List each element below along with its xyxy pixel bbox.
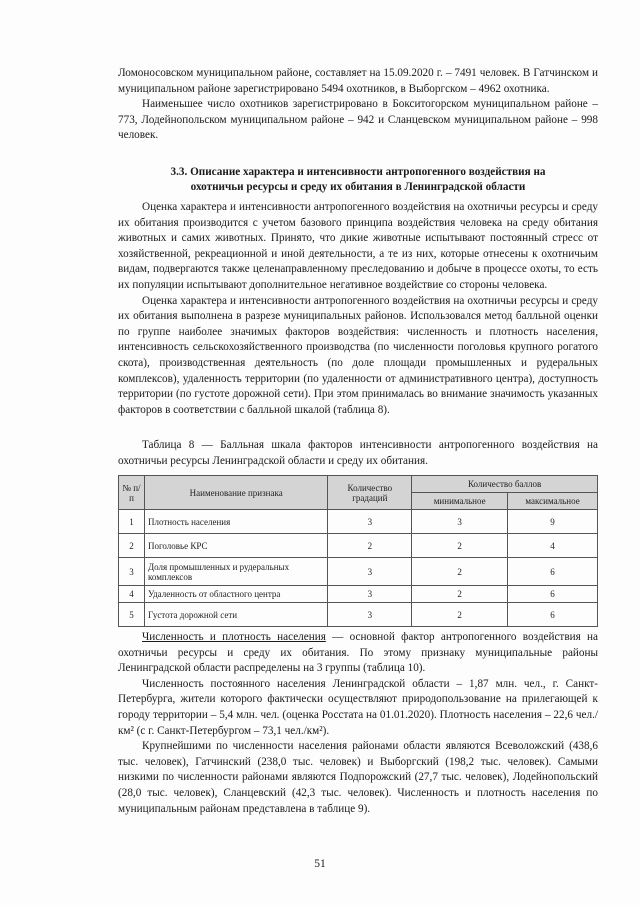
paragraph-largest-districts: Крупнейшими по численности населения районами области являются Всеволожский (438,6 тыс. человек), Гатчинский (238,0 тыс. человек) и Выборгский (198,2 тыс. человек). Самыми низкими по численности районами являются Подпорожский (27,7 тыс. человек), Лодейнопольский (28,0 тыс. человек), Сланцевский (42,3 тыс. человек). Численность и плотность населения по муниципальным районам представлена в таблице 9). xyxy=(118,740,598,815)
row-grades: 2 xyxy=(328,534,412,558)
population-factor-term: Численность и плотность населения xyxy=(142,631,326,643)
paragraph-assessment-principle: Оценка характера и интенсивности антропогенного воздействия на охотничьи ресурсы и среду их обитания производится с учетом базового принципа воздействия человека на среду обитания животных и самих животных. Принято, что дикие животные испытывают постоянный стресс от хозяйственной, рекреационной и иной деятельности, а те из них, которые отнесены к охотничьим видам, подвергаются также целенаправленному преследованию и добыче в процессе охоты, то есть их популяции испытывают дополнительное негативное воздействие со стороны человека. xyxy=(118,201,598,291)
row-min: 3 xyxy=(412,510,508,534)
population-text xyxy=(118,630,598,817)
row-number: 2 xyxy=(119,534,145,558)
paragraph-population-count: Численность постоянного населения Ленинградской области – 1,87 млн. чел., г. Санкт-Петербурга, жители которого фактически осуществляют природопользование на прилегающей к городу территории – 5,4 млн. чел. (оценка Росстата на 01.01.2020). Плотность населения – 22,6 чел./км² (с г. Санкт-Петербургом – 73,1 чел./км²). xyxy=(118,677,598,737)
paragraph-hunters-count: Ломоносовском муниципальном районе, составляет на 15.09.2020 г. – 7491 человек. В Гатчинском и муниципальном районе зарегистрировано 5494 охотников, в Выборгском – 4962 охотника. xyxy=(118,67,598,95)
row-grades: 3 xyxy=(328,510,412,534)
header-min: минимальное xyxy=(412,493,508,510)
row-name: Удаленность от областного центра xyxy=(144,586,327,603)
paragraph-assessment-method: Оценка характера и интенсивности антропогенного воздействия на охотничьи ресурсы и среду их обитания выполнена в разрезе муниципальных районов. Использовался метод балльной оценки по группе наиболее значимых факторов воздействия: численность и плотность населения, интенсивность сельскохозяйственного производства (по численности поголовья крупного рогатого скота), производственная деятельность (по доле площади промышленных и рудеральных комплексов), удаленность территории (по удаленности от административного центра), доступность территории (по густоте дорожной сети). При этом принималась во внимание значимость указанных факторов в соответствии с балльной шкалой (таблица 8). xyxy=(118,294,598,416)
row-number: 5 xyxy=(119,603,145,627)
table-caption: Таблица 8 — Балльная шкала факторов интенсивности антропогенного воздействия на охотничьи ресурсы Ленинградской области и среду их обитания. xyxy=(118,439,598,467)
page-number: 51 xyxy=(314,858,326,870)
row-max: 4 xyxy=(508,534,598,558)
row-max: 6 xyxy=(508,603,598,627)
score-table xyxy=(118,475,598,627)
row-number: 1 xyxy=(119,510,145,534)
row-min: 2 xyxy=(412,603,508,627)
header-points: Количество баллов xyxy=(412,476,598,493)
intro-text xyxy=(118,66,598,144)
table-row xyxy=(119,586,598,603)
row-grades: 3 xyxy=(328,603,412,627)
row-min: 2 xyxy=(412,586,508,603)
section-title-line-1: 3.3. Описание характера и интенсивности антропогенного воздействия на xyxy=(170,166,546,178)
row-name: Поголовье КРС xyxy=(144,534,327,558)
row-name: Густота дорожной сети xyxy=(144,603,327,627)
row-min: 2 xyxy=(412,534,508,558)
row-max: 9 xyxy=(508,510,598,534)
header-number: № п/п xyxy=(119,476,145,510)
row-name: Доля промышленных и рудеральных комплексов xyxy=(144,558,327,586)
row-max: 6 xyxy=(508,558,598,586)
row-number: 4 xyxy=(119,586,145,603)
table-row xyxy=(119,534,598,558)
paragraph-fewest-hunters: Наименьшее число охотников зарегистрировано в Бокситогорском муниципальном районе – 773, Лодейнопольском муниципальном районе – 942 и Сланцевском муниципальном районе – 998 человек. xyxy=(118,98,598,142)
table-row xyxy=(119,558,598,586)
method-text xyxy=(118,200,598,418)
section-heading xyxy=(118,165,598,195)
table-row xyxy=(119,603,598,627)
row-grades: 3 xyxy=(328,558,412,586)
header-name: Наименование признака xyxy=(144,476,327,510)
header-grades: Количество градаций xyxy=(328,476,412,510)
table-header-row xyxy=(119,476,598,493)
row-grades: 3 xyxy=(328,586,412,603)
row-number: 3 xyxy=(119,558,145,586)
row-name: Плотность населения xyxy=(144,510,327,534)
section-title-line-2: охотничьи ресурсы и среду их обитания в Ленинградской области xyxy=(190,181,526,193)
header-max: максимальное xyxy=(508,493,598,510)
row-max: 6 xyxy=(508,586,598,603)
table-row xyxy=(119,510,598,534)
paragraph-population-factor: Численность и плотность населения — основной фактор антропогенного воздействия на охотничьи ресурсы и среду их обитания. По этому признаку муниципальные районы Ленинградской области распределены на 3 группы (таблица 10). xyxy=(118,631,598,675)
row-min: 2 xyxy=(412,558,508,586)
